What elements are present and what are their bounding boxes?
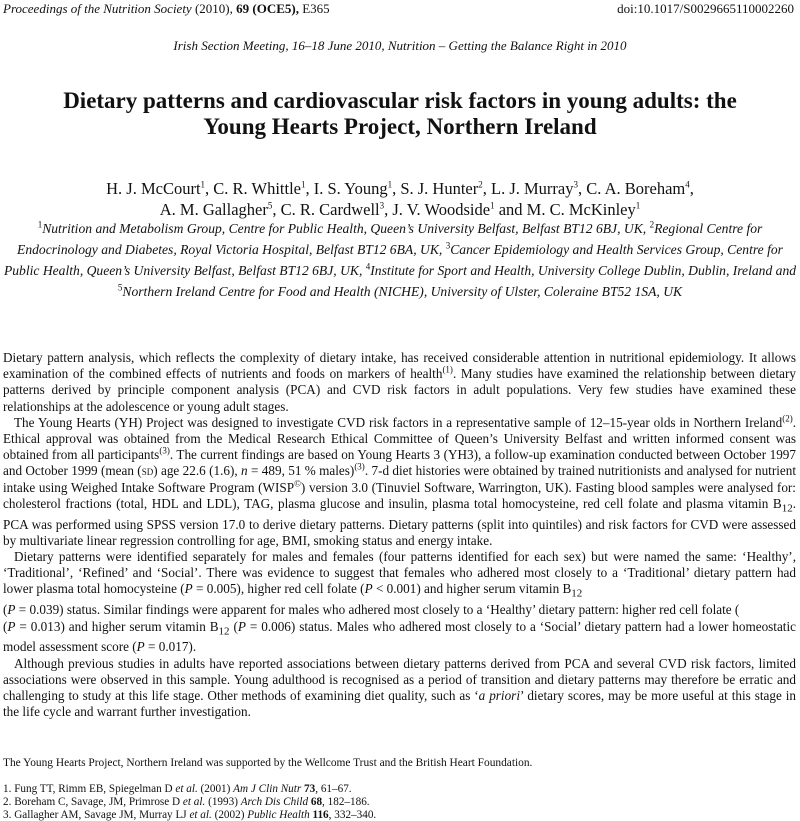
reference-item xyxy=(3,809,796,821)
author-name: M. C. McKinley xyxy=(526,200,636,219)
ref-pages: , 332–340. xyxy=(328,808,377,821)
text-run: ) age 22.6 (1.6), xyxy=(153,463,242,479)
p-symbol: P xyxy=(7,618,16,634)
author-affil-sup: 1 xyxy=(635,200,641,211)
ref-pages: , 61–67. xyxy=(315,783,352,795)
ref-etal: et al. xyxy=(189,808,212,821)
author-affil-sup: 4 xyxy=(685,179,690,190)
affil-sup: 2 xyxy=(649,219,655,230)
journal-year: (2010), xyxy=(194,1,233,16)
author-affil-sup: 3 xyxy=(379,200,385,211)
text-run: ) version 3.0 (Tinuviel Software, Warrington, UK). Fasting blood samples were analysed for: cholesterol fractions (total, HDL and LDL), TAG, plasma glucose and insulin, plasma total homocysteine, red cell folate and plasma vitamin B xyxy=(3,479,796,511)
text-run: = 0.006) status. Males who adhered most closely to a ‘Social’ dietary pattern had a lower homeostatic model assessment score ( xyxy=(3,618,796,655)
a-priori-term: a priori xyxy=(478,687,520,703)
ref-etal: et al. xyxy=(175,783,198,795)
ref-volume: 73 xyxy=(304,783,316,795)
author-sep: , xyxy=(272,200,281,219)
affil-text: Cancer Epidemiology and Health Services Group, Centre for Public Health, Queen’s University Belfast, Belfast BT12 6BJ, UK, xyxy=(3,242,783,278)
ref-year: (2001) xyxy=(197,783,234,795)
ref-number: 2. xyxy=(3,795,12,808)
text-run: ’ dietary scores, may be more useful at this stage in the life cycle and warrant further investigation. xyxy=(3,687,797,720)
author-name: J. V. Woodside xyxy=(392,200,491,219)
citation-sup: (1) xyxy=(442,364,453,375)
text-run: ( xyxy=(229,618,238,634)
author-affil-sup: 1 xyxy=(200,179,206,190)
ref-pages: , 182–186. xyxy=(322,795,370,808)
abstract-body xyxy=(3,350,796,720)
author-affil-sup: 1 xyxy=(490,200,495,211)
author-sep: , xyxy=(205,179,214,198)
author-list xyxy=(10,178,790,220)
ref-number: 3. xyxy=(3,808,12,821)
ref-year: (2002) xyxy=(211,808,248,821)
author-name: A. M. Gallagher xyxy=(159,200,268,219)
author-name: C. A. Boreham xyxy=(586,179,686,198)
text-run: = 0.017). xyxy=(144,639,197,655)
text-run: Dietary pattern analysis, which reflects the complexity of dietary intake, has received considerable attention in nutritional epidemiology. It allows examination of the combined effects of nutrients and foods on markers of health xyxy=(3,350,796,382)
author-line-1 xyxy=(10,178,790,199)
reference-item xyxy=(3,783,796,796)
author-sep: and xyxy=(494,200,527,219)
ref-volume: 68 xyxy=(310,795,323,808)
p-symbol: P xyxy=(136,639,145,655)
ref-year: (1993) xyxy=(205,795,241,808)
reference-list xyxy=(3,783,796,821)
author-sep: , xyxy=(577,179,587,198)
affil-sup: 3 xyxy=(445,240,451,251)
paragraph-4 xyxy=(3,656,796,721)
ref-authors: Boreham C, Savage, JM, Primrose D xyxy=(14,795,183,808)
ref-authors: Fung TT, Rimm EB, Spiegelman D xyxy=(14,783,176,795)
text-run: = 489, 51 % males) xyxy=(247,463,355,479)
author-affil-sup: 5 xyxy=(267,200,273,211)
author-line-2 xyxy=(10,199,790,220)
journal-volume: 69 xyxy=(236,1,250,16)
affil-sup: 1 xyxy=(37,219,43,230)
text-run: ( xyxy=(3,618,8,634)
journal-page: E365 xyxy=(302,1,330,16)
author-name: I. S. Young xyxy=(313,179,388,198)
ref-journal: Public Health xyxy=(247,808,310,821)
copyright-sup: © xyxy=(294,478,301,489)
text-run: Although previous studies in adults have reported associations between dietary patterns derived from PCA and several CVD risk factors, limited associations were observed in this sample. Young adulthood is recognised as a period of transition and dietary patterns may therefore be erratic and challenging to study at this life stage. Other methods of examining diet quality, such as ‘ xyxy=(3,655,796,703)
affil-text: Northern Ireland Centre for Food and Health (NICHE), University of Ulster, Coleraine BT52 1SA, UK xyxy=(122,284,683,299)
reference-item xyxy=(3,796,796,809)
paper-title xyxy=(10,88,790,140)
citation-sup: (3) xyxy=(159,445,170,456)
title-line-1: Dietary patterns and cardiovascular risk factors in young adults: the xyxy=(63,88,737,113)
affil-text: Regional Centre for Endocrinology and Diabetes, Royal Victoria Hospital, Belfast BT12 6BA, UK, xyxy=(17,221,763,257)
author-sep: , xyxy=(482,179,491,198)
doi: doi:10.1017/S0029665110002260 xyxy=(617,1,794,16)
author-name: L. J. Murray xyxy=(491,179,574,198)
author-sep: , xyxy=(689,179,694,198)
affil-text: Nutrition and Metabolism Group, Centre for Public Health, Queen’s University Belfast, Belfast BT12 6BJ, UK, xyxy=(42,221,650,236)
ref-journal: Arch Dis Child xyxy=(240,795,309,808)
author-affil-sup: 2 xyxy=(478,179,483,190)
author-sep: , xyxy=(384,200,393,219)
text-run: ( xyxy=(3,602,8,618)
subscript: 12 xyxy=(218,625,230,638)
text-run: = 0.005), higher red cell folate ( xyxy=(192,581,365,597)
affil-text: Institute for Sport and Health, University College Dublin, Dublin, Ireland and xyxy=(370,263,797,278)
text-run: . PCA was performed using SPSS version 17.0 to derive dietary patterns. Dietary patterns (split into quintiles) and risk factors for CVD were assessed by multivariate linear regression controlling for age, BMI, smoking status and energy intake. xyxy=(3,495,796,548)
author-name: H. J. McCourt xyxy=(106,179,201,198)
p-symbol: P xyxy=(364,581,373,597)
text-run: . 7-d diet histories were obtained by trained nutritionists and analysed for nutrient intake using Weighed Intake Software Program (WISP xyxy=(3,463,796,495)
journal-name: Proceedings of the Nutrition Society xyxy=(3,1,192,16)
p-symbol: P xyxy=(237,618,246,634)
author-affil-sup: 1 xyxy=(301,179,306,190)
meeting-line: Irish Section Meeting, 16–18 June 2010, Nutrition – Getting the Balance Right in 2010 xyxy=(173,38,627,53)
acknowledgement: The Young Hearts Project, Northern Ireland was supported by the Wellcome Trust and the British Heart Foundation. xyxy=(3,757,533,769)
n-symbol: n xyxy=(241,463,248,479)
journal-issue: (OCE5), xyxy=(252,1,299,16)
author-name: C. R. Whittle xyxy=(213,179,301,198)
ref-etal: et al. xyxy=(182,795,206,808)
author-name: S. J. Hunter xyxy=(400,179,479,198)
paragraph-1 xyxy=(3,350,796,415)
paragraph-2 xyxy=(3,415,796,549)
journal-citation xyxy=(3,1,330,17)
citation-sup: (2) xyxy=(782,413,793,424)
subscript: 12 xyxy=(781,502,793,515)
ref-journal: Am J Clin Nutr xyxy=(233,783,302,795)
ref-volume: 116 xyxy=(312,808,329,821)
author-sep: , xyxy=(392,179,401,198)
text-run: < 0.001) and higher serum vitamin B xyxy=(372,581,572,597)
sd-abbrev: sd xyxy=(141,463,154,479)
p-symbol: P xyxy=(7,602,16,618)
affil-sup: 5 xyxy=(117,282,123,293)
paragraph-3 xyxy=(3,549,796,656)
affiliations xyxy=(3,218,797,302)
affil-sup: 4 xyxy=(365,261,371,272)
author-affil-sup: 3 xyxy=(573,179,578,190)
text-run: Dietary patterns were identified separately for males and females (four patterns identified for each sex) but were named the same: ‘Healthy’, ‘Traditional’, ‘Refined’ and ‘Social’. There was evidence to suggest that females who adhered most closely to a ‘Traditional’ dietary pattern had lower plasma total homocysteine ( xyxy=(3,549,796,597)
author-sep: , xyxy=(305,179,314,198)
p-symbol: P xyxy=(184,581,193,597)
text-run: The Young Hearts (YH) Project was designed to investigate CVD risk factors in a representative sample of 12–15-year olds in Northern Ireland xyxy=(14,414,783,430)
author-affil-sup: 1 xyxy=(387,179,393,190)
text-run: = 0.013) and higher serum vitamin B xyxy=(15,618,219,634)
text-run: . Ethical approval was obtained from the Medical Research Ethical Committee of Queen’s University Belfast and written informed consent was obtained from all participants xyxy=(3,414,796,463)
text-run: . The current findings are based on Young Hearts 3 (YH3), a follow-up examination conducted between October 1997 and October 1999 (mean ( xyxy=(3,447,796,479)
ref-number: 1. xyxy=(3,783,12,795)
citation-sup: (3) xyxy=(354,462,365,473)
text-run: . Many studies have examined the relationship between dietary patterns derived by principle component analysis (PCA) and CVD risk factors in adult populations. Very few studies have examined these relationships at the adolescence or young adult stages. xyxy=(3,366,796,414)
text-run: = 0.039) status. Similar findings were apparent for males who adhered most closely to a ‘Healthy’ dietary pattern: higher red cell folate ( xyxy=(15,602,740,618)
title-line-2: Young Hearts Project, Northern Ireland xyxy=(203,114,597,139)
subscript: 12 xyxy=(571,588,583,601)
ref-authors: Gallagher AM, Savage JM, Murray LJ xyxy=(14,808,190,821)
author-name: C. R. Cardwell xyxy=(280,200,380,219)
